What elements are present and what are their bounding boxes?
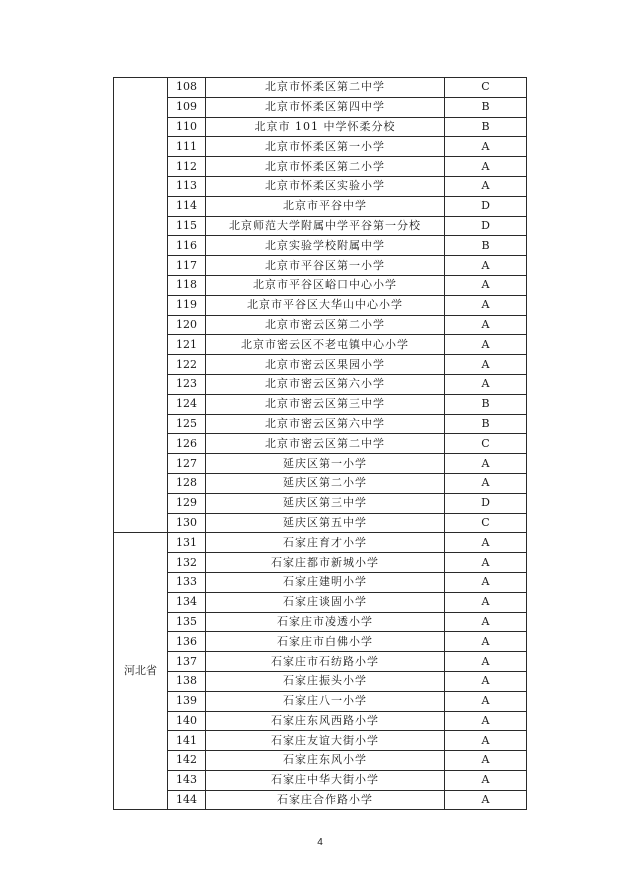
province-cell xyxy=(114,78,168,533)
row-number-cell: 116 xyxy=(168,236,206,256)
grade-cell: A xyxy=(445,572,527,592)
row-number-cell: 141 xyxy=(168,731,206,751)
row-number-cell: 130 xyxy=(168,513,206,533)
table-row xyxy=(114,335,527,355)
table-row xyxy=(114,493,527,513)
grade-cell: D xyxy=(445,216,527,236)
row-number-cell: 108 xyxy=(168,78,206,98)
row-number-cell: 121 xyxy=(168,335,206,355)
row-number-cell: 124 xyxy=(168,394,206,414)
grade-cell: A xyxy=(445,374,527,394)
row-number-cell: 127 xyxy=(168,454,206,474)
school-name-cell: 北京实验学校附属中学 xyxy=(206,236,445,256)
table-row xyxy=(114,315,527,335)
school-rating-table xyxy=(113,77,527,810)
school-name-cell: 延庆区第二小学 xyxy=(206,473,445,493)
grade-cell: A xyxy=(445,691,527,711)
school-name-cell: 石家庄中华大街小学 xyxy=(206,770,445,790)
grade-cell: A xyxy=(445,315,527,335)
school-name-cell: 北京市密云区第六小学 xyxy=(206,374,445,394)
grade-cell: A xyxy=(445,612,527,632)
grade-cell: A xyxy=(445,256,527,276)
school-name-cell: 北京市密云区第三中学 xyxy=(206,394,445,414)
row-number-cell: 138 xyxy=(168,671,206,691)
grade-cell: A xyxy=(445,731,527,751)
row-number-cell: 140 xyxy=(168,711,206,731)
grade-cell: A xyxy=(445,176,527,196)
grade-cell: A xyxy=(445,454,527,474)
school-name-cell: 延庆区第三中学 xyxy=(206,493,445,513)
table-row xyxy=(114,97,527,117)
school-name-cell: 石家庄友谊大街小学 xyxy=(206,731,445,751)
row-number-cell: 114 xyxy=(168,196,206,216)
grade-cell: A xyxy=(445,335,527,355)
row-number-cell: 123 xyxy=(168,374,206,394)
school-name-cell: 北京市密云区第二中学 xyxy=(206,434,445,454)
row-number-cell: 128 xyxy=(168,473,206,493)
school-name-cell: 北京师范大学附属中学平谷第一分校 xyxy=(206,216,445,236)
grade-cell: C xyxy=(445,434,527,454)
table-row xyxy=(114,216,527,236)
school-name-cell: 石家庄市凌透小学 xyxy=(206,612,445,632)
school-name-cell: 石家庄建明小学 xyxy=(206,572,445,592)
school-name-cell: 石家庄育才小学 xyxy=(206,533,445,553)
table-row xyxy=(114,157,527,177)
grade-cell: B xyxy=(445,236,527,256)
table-row xyxy=(114,473,527,493)
grade-cell: A xyxy=(445,533,527,553)
row-number-cell: 113 xyxy=(168,176,206,196)
row-number-cell: 122 xyxy=(168,355,206,375)
table-row xyxy=(114,671,527,691)
grade-cell: A xyxy=(445,751,527,771)
school-name-cell: 北京市平谷中学 xyxy=(206,196,445,216)
table-row xyxy=(114,612,527,632)
table-row xyxy=(114,711,527,731)
table-row xyxy=(114,256,527,276)
grade-cell: B xyxy=(445,414,527,434)
table-row xyxy=(114,434,527,454)
grade-cell: A xyxy=(445,295,527,315)
grade-cell: B xyxy=(445,394,527,414)
school-name-cell: 石家庄市石纺路小学 xyxy=(206,652,445,672)
row-number-cell: 139 xyxy=(168,691,206,711)
grade-cell: A xyxy=(445,137,527,157)
table-body xyxy=(114,78,527,810)
table-row xyxy=(114,196,527,216)
table-row xyxy=(114,572,527,592)
school-name-cell: 延庆区第五中学 xyxy=(206,513,445,533)
grade-cell: A xyxy=(445,592,527,612)
row-number-cell: 135 xyxy=(168,612,206,632)
row-number-cell: 137 xyxy=(168,652,206,672)
row-number-cell: 144 xyxy=(168,790,206,810)
row-number-cell: 118 xyxy=(168,275,206,295)
table-row xyxy=(114,731,527,751)
grade-cell: A xyxy=(445,157,527,177)
school-name-cell: 石家庄市白佛小学 xyxy=(206,632,445,652)
row-number-cell: 110 xyxy=(168,117,206,137)
table-row xyxy=(114,513,527,533)
table-row xyxy=(114,414,527,434)
row-number-cell: 142 xyxy=(168,751,206,771)
school-name-cell: 石家庄都市新城小学 xyxy=(206,553,445,573)
table-row xyxy=(114,454,527,474)
table-row xyxy=(114,355,527,375)
row-number-cell: 133 xyxy=(168,572,206,592)
table-row xyxy=(114,632,527,652)
province-cell: 河北省 xyxy=(114,533,168,810)
grade-cell: A xyxy=(445,275,527,295)
school-name-cell: 石家庄八一小学 xyxy=(206,691,445,711)
row-number-cell: 117 xyxy=(168,256,206,276)
grade-cell: D xyxy=(445,196,527,216)
school-name-cell: 北京市怀柔区实验小学 xyxy=(206,176,445,196)
row-number-cell: 143 xyxy=(168,770,206,790)
page-number: 4 xyxy=(317,837,323,848)
table-row xyxy=(114,652,527,672)
table-row xyxy=(114,137,527,157)
table-row xyxy=(114,176,527,196)
school-name-cell: 石家庄谈固小学 xyxy=(206,592,445,612)
table-row xyxy=(114,295,527,315)
grade-cell: A xyxy=(445,671,527,691)
table-row xyxy=(114,78,527,98)
school-name-cell: 石家庄振头小学 xyxy=(206,671,445,691)
grade-cell: A xyxy=(445,473,527,493)
row-number-cell: 125 xyxy=(168,414,206,434)
school-name-cell: 北京市密云区不老屯镇中心小学 xyxy=(206,335,445,355)
table-row xyxy=(114,691,527,711)
school-name-cell: 北京市怀柔区第四中学 xyxy=(206,97,445,117)
school-name-cell: 北京市平谷区峪口中心小学 xyxy=(206,275,445,295)
grade-cell: B xyxy=(445,117,527,137)
row-number-cell: 126 xyxy=(168,434,206,454)
table-row xyxy=(114,533,527,553)
school-name-cell: 石家庄东风小学 xyxy=(206,751,445,771)
table-row xyxy=(114,394,527,414)
grade-cell: A xyxy=(445,355,527,375)
grade-cell: C xyxy=(445,78,527,98)
table-row xyxy=(114,751,527,771)
school-name-cell: 北京市密云区果园小学 xyxy=(206,355,445,375)
table-row xyxy=(114,592,527,612)
table-row xyxy=(114,275,527,295)
school-name-cell: 北京市 101 中学怀柔分校 xyxy=(206,117,445,137)
row-number-cell: 132 xyxy=(168,553,206,573)
school-name-cell: 北京市密云区第六中学 xyxy=(206,414,445,434)
table-row xyxy=(114,374,527,394)
grade-cell: A xyxy=(445,652,527,672)
school-name-cell: 北京市怀柔区第一小学 xyxy=(206,137,445,157)
row-number-cell: 109 xyxy=(168,97,206,117)
table-row xyxy=(114,117,527,137)
school-name-cell: 北京市平谷区大华山中心小学 xyxy=(206,295,445,315)
grade-cell: A xyxy=(445,790,527,810)
row-number-cell: 115 xyxy=(168,216,206,236)
row-number-cell: 136 xyxy=(168,632,206,652)
row-number-cell: 120 xyxy=(168,315,206,335)
school-name-cell: 延庆区第一小学 xyxy=(206,454,445,474)
grade-cell: A xyxy=(445,553,527,573)
school-name-cell: 北京市怀柔区第二小学 xyxy=(206,157,445,177)
school-name-cell: 北京市平谷区第一小学 xyxy=(206,256,445,276)
row-number-cell: 134 xyxy=(168,592,206,612)
school-name-cell: 北京市怀柔区第二中学 xyxy=(206,78,445,98)
grade-cell: C xyxy=(445,513,527,533)
grade-cell: D xyxy=(445,493,527,513)
row-number-cell: 129 xyxy=(168,493,206,513)
school-name-cell: 石家庄合作路小学 xyxy=(206,790,445,810)
grade-cell: B xyxy=(445,97,527,117)
table-row xyxy=(114,790,527,810)
table-row xyxy=(114,770,527,790)
row-number-cell: 131 xyxy=(168,533,206,553)
row-number-cell: 112 xyxy=(168,157,206,177)
grade-cell: A xyxy=(445,711,527,731)
school-name-cell: 石家庄东风西路小学 xyxy=(206,711,445,731)
table-row xyxy=(114,236,527,256)
grade-cell: A xyxy=(445,632,527,652)
row-number-cell: 119 xyxy=(168,295,206,315)
grade-cell: A xyxy=(445,770,527,790)
table-row xyxy=(114,553,527,573)
school-name-cell: 北京市密云区第二小学 xyxy=(206,315,445,335)
row-number-cell: 111 xyxy=(168,137,206,157)
